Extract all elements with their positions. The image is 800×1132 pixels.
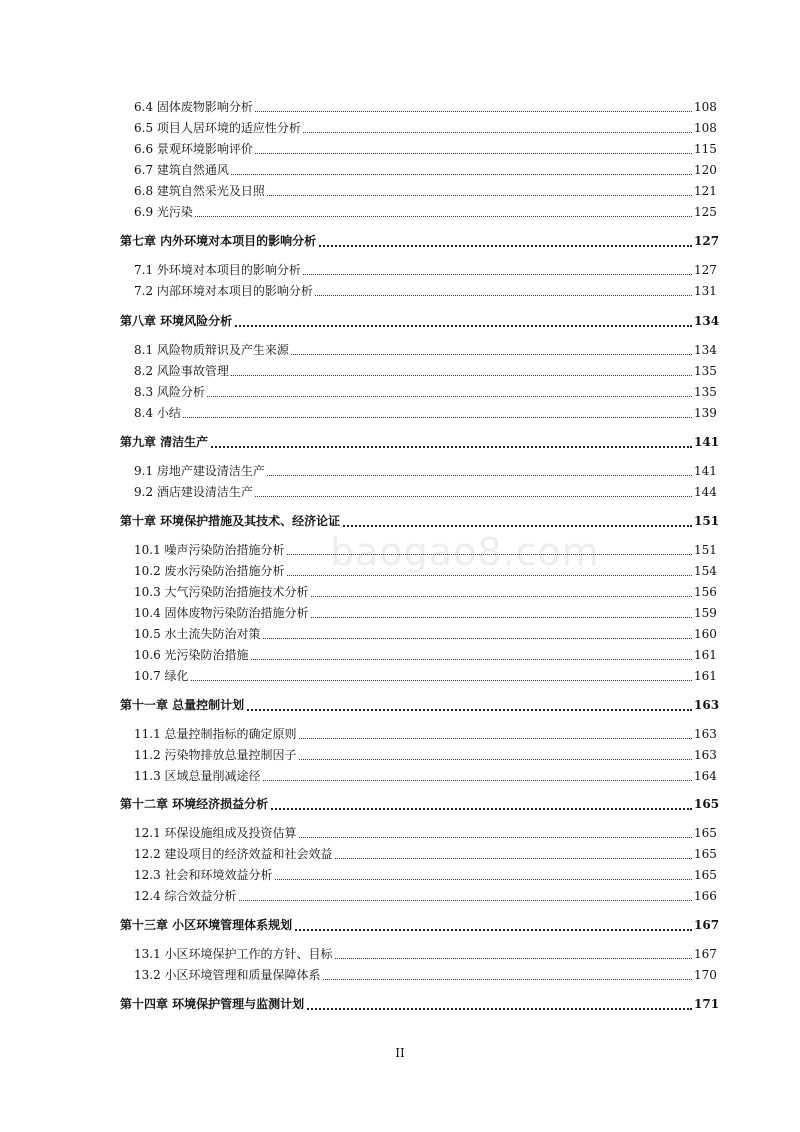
toc-entry-page: 160	[692, 624, 716, 644]
toc-entry-title: 10.5 水土流失防治对策	[134, 624, 263, 644]
toc-entry-title: 11.2 污染物排放总量控制因子	[134, 745, 299, 765]
toc-entry-page: 161	[692, 645, 716, 665]
toc-section-entry[interactable]	[0, 865, 800, 885]
toc-section-entry[interactable]	[0, 260, 800, 280]
toc-entry-page: 164	[692, 766, 716, 786]
toc-section-entry[interactable]	[0, 281, 800, 301]
toc-entry-page: 165	[692, 865, 716, 885]
toc-chapter-entry[interactable]	[0, 794, 800, 814]
toc-entry-title: 10.3 大气污染防治措施技术分析	[134, 582, 311, 602]
toc-section-entry[interactable]	[0, 340, 800, 360]
toc-chapter-entry[interactable]	[0, 432, 800, 452]
toc-section-entry[interactable]	[0, 965, 800, 985]
toc-chapter-entry[interactable]	[0, 915, 800, 935]
toc-section-entry[interactable]	[0, 745, 800, 765]
toc-section-entry[interactable]	[0, 202, 800, 222]
toc-section-entry[interactable]	[0, 160, 800, 180]
toc-entry-page: 125	[692, 202, 716, 222]
toc-entry-page: 115	[692, 139, 716, 159]
toc-chapter-entry[interactable]	[0, 994, 800, 1014]
toc-entry-page: 154	[692, 561, 716, 581]
toc-entry-title: 第十一章 总量控制计划	[120, 695, 246, 715]
toc-entry-title: 10.6 光污染防治措施	[134, 645, 251, 665]
toc-chapter-entry[interactable]	[0, 311, 800, 331]
toc-entry-page: 135	[692, 382, 716, 402]
toc-entry-page: 131	[692, 281, 716, 301]
toc-entry-title: 10.7 绿化	[134, 666, 191, 686]
toc-entry-page: 121	[692, 181, 716, 201]
toc-entry-title: 6.4 固体废物影响分析	[134, 97, 255, 117]
toc-section-entry[interactable]	[0, 645, 800, 665]
toc-section-entry[interactable]	[0, 97, 800, 117]
toc-chapter-entry[interactable]	[0, 695, 800, 715]
toc-entry-title: 12.2 建设项目的经济效益和社会效益	[134, 844, 335, 864]
toc-entry-title: 7.1 外环境对本项目的影响分析	[134, 260, 303, 280]
toc-entry-page: 163	[692, 695, 716, 715]
toc-entry-page: 159	[692, 603, 716, 623]
toc-entry-page: 135	[692, 361, 716, 381]
toc-entry-title: 10.2 废水污染防治措施分析	[134, 561, 287, 581]
toc-entry-page: 141	[692, 432, 716, 452]
dot-leader	[140, 202, 692, 217]
toc-entry-page: 144	[692, 482, 716, 502]
toc-section-entry[interactable]	[0, 540, 800, 560]
toc-section-entry[interactable]	[0, 944, 800, 964]
toc-entry-title: 9.2 酒店建设清洁生产	[134, 482, 255, 502]
toc-section-entry[interactable]	[0, 561, 800, 581]
toc-section-entry[interactable]	[0, 886, 800, 906]
toc-entry-page: 167	[692, 915, 716, 935]
toc-section-entry[interactable]	[0, 382, 800, 402]
toc-entry-title: 12.1 环保设施组成及投资估算	[134, 823, 299, 843]
toc-section-entry[interactable]	[0, 181, 800, 201]
toc-entry-page: 127	[692, 260, 716, 280]
toc-entry-title: 11.1 总量控制指标的确定原则	[134, 724, 299, 744]
toc-entry-title: 6.5 项目人居环境的适应性分析	[134, 118, 303, 138]
toc-entry-page: 167	[692, 944, 716, 964]
toc-section-entry[interactable]	[0, 361, 800, 381]
toc-entry-title: 第九章 清洁生产	[120, 432, 210, 452]
toc-entry-page: 161	[692, 666, 716, 686]
toc-section-entry[interactable]	[0, 403, 800, 423]
toc-entry-page: 120	[692, 160, 716, 180]
toc-entry-page: 165	[692, 823, 716, 843]
toc-entry-title: 第十三章 小区环境管理体系规划	[120, 915, 294, 935]
toc-entry-title: 6.7 建筑自然通风	[134, 160, 231, 180]
toc-entry-title: 8.1 风险物质辩识及产生来源	[134, 340, 291, 360]
toc-entry-title: 9.1 房地产建设清洁生产	[134, 461, 267, 481]
toc-entry-page: 170	[692, 965, 716, 985]
toc-entry-page: 163	[692, 745, 716, 765]
toc-section-entry[interactable]	[0, 823, 800, 843]
toc-section-entry[interactable]	[0, 724, 800, 744]
toc-section-entry[interactable]	[0, 482, 800, 502]
toc-section-entry[interactable]	[0, 461, 800, 481]
toc-entry-page: 141	[692, 461, 716, 481]
toc-entry-title: 8.3 风险分析	[134, 382, 207, 402]
toc-entry-title: 10.4 固体废物污染防治措施分析	[134, 603, 311, 623]
toc-entry-page: 166	[692, 886, 716, 906]
dot-leader	[140, 382, 692, 397]
toc-entry-page: 127	[692, 231, 716, 251]
toc-entry-page: 108	[692, 118, 716, 138]
toc-chapter-entry[interactable]	[0, 511, 800, 531]
toc-section-entry[interactable]	[0, 624, 800, 644]
toc-entry-page: 163	[692, 724, 716, 744]
toc-entry-title: 6.6 景观环境影响评价	[134, 139, 255, 159]
toc-entry-page: 151	[692, 540, 716, 560]
toc-entry-title: 13.1 小区环境保护工作的方针、目标	[134, 944, 335, 964]
toc-entry-title: 10.1 噪声污染防治措施分析	[134, 540, 287, 560]
toc-entry-title: 13.2 小区环境管理和质量保障体系	[134, 965, 323, 985]
toc-entry-title: 12.3 社会和环境效益分析	[134, 865, 275, 885]
dot-leader	[140, 403, 692, 418]
toc-chapter-entry[interactable]	[0, 231, 800, 251]
page-number: II	[395, 1046, 405, 1060]
toc-entry-title: 8.2 风险事故管理	[134, 361, 231, 381]
toc-entry-page: 151	[692, 511, 716, 531]
toc-entry-page: 108	[692, 97, 716, 117]
toc-entry-title: 7.2 内部环境对本项目的影响分析	[134, 281, 315, 301]
toc-entry-page: 134	[692, 311, 716, 331]
toc-entry-title: 第十四章 环境保护管理与监测计划	[120, 994, 306, 1014]
toc-section-entry[interactable]	[0, 766, 800, 786]
toc-entry-title: 8.4 小结	[134, 403, 183, 423]
toc-section-entry[interactable]	[0, 844, 800, 864]
toc-section-entry[interactable]	[0, 582, 800, 602]
toc-entry-page: 139	[692, 403, 716, 423]
toc-entry-page: 165	[692, 844, 716, 864]
toc-section-entry[interactable]	[0, 139, 800, 159]
toc-entry-title: 12.4 综合效益分析	[134, 886, 239, 906]
toc-section-entry[interactable]	[0, 666, 800, 686]
dot-leader	[140, 666, 692, 681]
toc-entry-title: 第七章 内外环境对本项目的影响分析	[120, 231, 318, 251]
toc-entry-title: 11.3 区域总量削减途径	[134, 766, 263, 786]
watermark: baogao8.com	[330, 530, 600, 574]
toc-section-entry[interactable]	[0, 603, 800, 623]
toc-section-entry[interactable]	[0, 118, 800, 138]
toc-entry-title: 第十章 环境保护措施及其技术、经济论证	[120, 511, 342, 531]
toc-entry-title: 第十二章 环境经济损益分析	[120, 794, 270, 814]
toc-entry-page: 134	[692, 340, 716, 360]
toc-entry-title: 第八章 环境风险分析	[120, 311, 234, 331]
toc-entry-page: 165	[692, 794, 716, 814]
toc-entry-page: 171	[692, 994, 716, 1014]
toc-entry-page: 156	[692, 582, 716, 602]
toc-entry-title: 6.8 建筑自然采光及日照	[134, 181, 267, 201]
toc-entry-title: 6.9 光污染	[134, 202, 195, 222]
